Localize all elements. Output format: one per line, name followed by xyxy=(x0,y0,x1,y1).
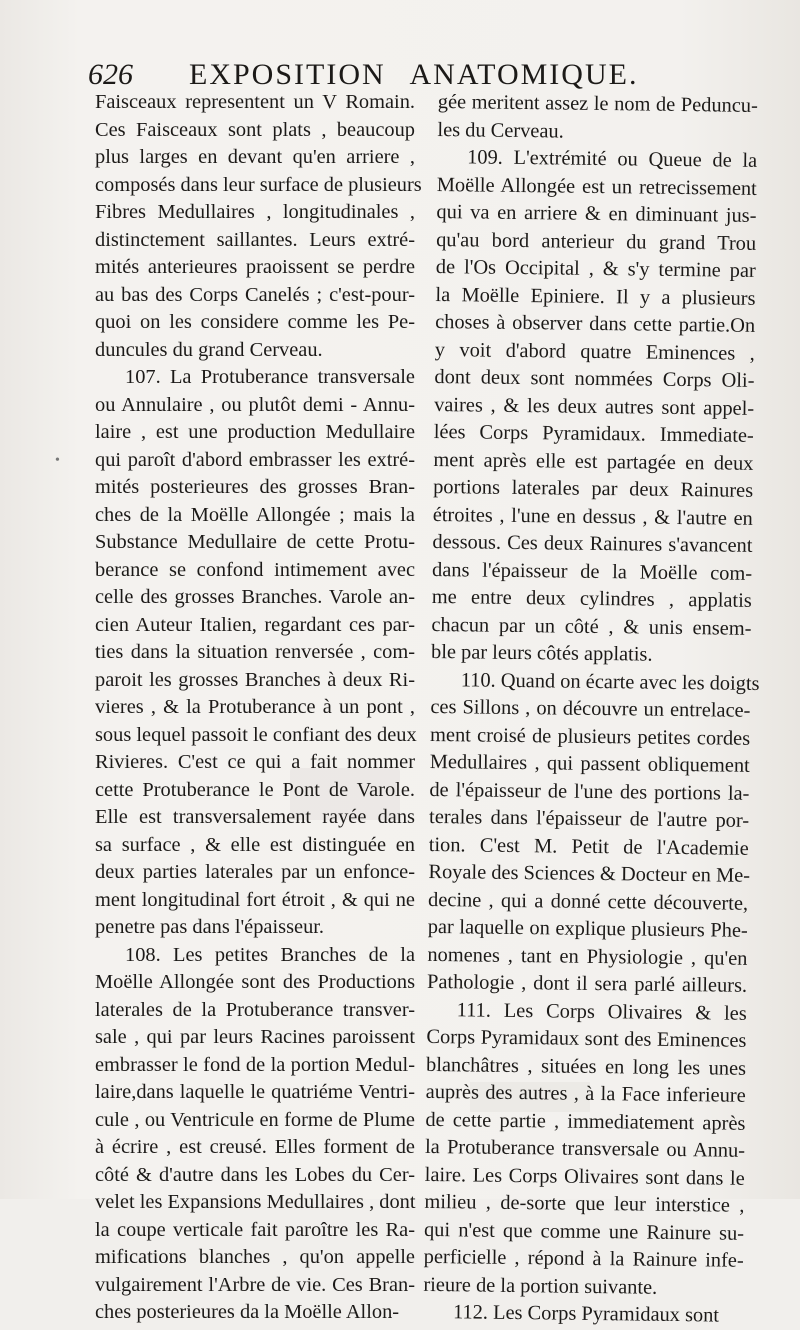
text-line: gée meritent assez le nom de Peduncu- xyxy=(437,90,758,117)
text-line: Faisceaux representent un V Romain. xyxy=(95,91,415,113)
text-line: choses à observer dans cette partie.On xyxy=(435,310,756,337)
text-line: 109. L'extrémité ou Queue de la xyxy=(467,146,758,172)
text-line: laire. Les Corps Olivaires sont dans le xyxy=(424,1163,745,1190)
text-line: mités posterieures des grosses Bran- xyxy=(95,476,415,498)
text-line: qui va en arriere & en diminuant jus- xyxy=(436,200,757,227)
text-line: qu'au bord anterieur du grand Trou xyxy=(436,228,757,255)
text-line: cien Auteur Italien, regardant ces par- xyxy=(95,613,415,636)
text-line: à écrire , est creusé. Elles forment de xyxy=(95,1136,415,1158)
text-line: Elle est transversalement rayée dans xyxy=(95,806,415,828)
text-line: embrasser le fond de la portion Medul- xyxy=(95,1053,415,1076)
text-line: y voit d'abord quatre Eminences , xyxy=(434,338,755,365)
text-line: ment longitudinal fort étroit , & qui ne xyxy=(95,888,415,911)
right-text-column xyxy=(423,89,758,1330)
text-line: plus larges en devant qu'en arriere , xyxy=(95,146,415,168)
text-line: 110. Quand on écarte avec les doigts xyxy=(460,668,760,695)
text-line: terales dans l'épaisseur de l'autre por- xyxy=(428,805,750,832)
text-line: laterales de la Protuberance transver- xyxy=(95,998,415,1021)
text-line: 108. Les petites Branches de la xyxy=(125,943,415,966)
text-line: milieu , de-sorte que leur interstice , xyxy=(424,1190,745,1217)
text-line: qui paroît d'abord embrasser les extré- xyxy=(95,448,415,471)
text-line: blanchâtres , situées en long les unes xyxy=(425,1053,747,1080)
text-line: Moëlle Allongée est un retrecissement xyxy=(436,173,757,200)
text-line: 111. Les Corps Olivaires & les xyxy=(456,998,747,1025)
text-line: de l'épaisseur de l'une des portions la- xyxy=(429,778,750,805)
text-line: la coupe verticale fait paroître les Ra- xyxy=(95,1218,415,1241)
text-line: deux parties laterales par un enfonce- xyxy=(95,861,415,883)
text-line: Corps Pyramidaux sont des Eminences xyxy=(426,1025,747,1052)
margin-mark: • xyxy=(55,453,60,468)
text-line: chacun par un côté , & unis ensem- xyxy=(431,613,752,640)
text-line: au bas des Corps Canelés ; c'est-pour- xyxy=(95,283,415,306)
text-line: ties dans la situation renversée , com- xyxy=(95,641,415,663)
text-line: de cette partie , immediatement après xyxy=(425,1108,746,1135)
text-line: la Moëlle Epiniere. Il y a plusieurs xyxy=(435,283,756,310)
text-line: rieure de la portion suivante. xyxy=(423,1273,658,1299)
text-line: ou Annulaire , ou plutôt demi - Annu- xyxy=(95,393,415,416)
text-line: distinctement saillantes. Leurs extré- xyxy=(95,228,415,251)
text-line: sa surface , & elle est distinguée en xyxy=(95,833,415,856)
text-line: portions laterales par deux Rainures xyxy=(433,475,754,502)
text-line: Fibres Medullaires , longitudinales , xyxy=(95,201,415,223)
text-line: étroites , l'une en dessus , & l'autre en xyxy=(432,503,753,530)
text-line: Pathologie , dont il sera parlé ailleurs. xyxy=(426,970,748,997)
text-line: par laquelle on explique plusieurs Phe- xyxy=(427,915,748,942)
text-line: Substance Medullaire de cette Protu- xyxy=(95,531,415,553)
text-line: me entre deux cylindres , applatis xyxy=(431,585,752,612)
text-line: ces Sillons , on découvre un entrelace- xyxy=(430,695,751,722)
text-line: duncules du grand Cerveau. xyxy=(95,338,323,361)
text-line: cule , ou Ventricule en forme de Plume xyxy=(95,1108,415,1131)
text-line: vaires , & les deux autres sont appel- xyxy=(434,393,755,420)
text-line: berance se confond intimement avec xyxy=(95,558,415,581)
text-line: celle des grosses Branches. Varole an- xyxy=(95,586,415,608)
text-line: Rivieres. C'est ce qui a fait nommer xyxy=(95,751,415,773)
text-line: Moëlle Allongée sont des Productions xyxy=(95,971,415,993)
running-title: EXPOSITION ANATOMIQUE. xyxy=(189,58,639,91)
text-line: côté & d'autre dans les Lobes du Cer- xyxy=(95,1163,415,1186)
text-line: dessous. Ces deux Rainures s'avancent xyxy=(432,530,753,557)
text-line: sous lequel passoit le confiant des deux xyxy=(95,723,417,746)
text-line: perficielle , répond à la Rainure infe- xyxy=(423,1245,744,1272)
text-line: auprès des autres , à la Face inferieure xyxy=(425,1080,746,1107)
text-line: paroit les grosses Branches à deux Ri- xyxy=(95,668,415,691)
text-line: ches posterieures da la Moëlle Allon- xyxy=(95,1301,400,1323)
text-line: ment croisé de plusieurs petites cordes xyxy=(429,723,751,750)
text-line: ble par leurs côtés applatis. xyxy=(430,640,653,666)
text-line: composés dans leur surface de plusieurs xyxy=(95,173,422,196)
text-line: Ces Faisceaux sont plats , beaucoup xyxy=(95,118,415,141)
text-line: laire , est une production Medullaire xyxy=(95,421,415,443)
left-text-column xyxy=(95,89,422,1327)
text-line: les du Cerveau. xyxy=(437,118,564,143)
text-line: penetre pas dans l'épaisseur. xyxy=(95,916,325,938)
text-line: lées Corps Pyramidaux. Immediate- xyxy=(433,420,754,447)
text-line: de l'Os Occipital , & s'y termine par xyxy=(435,255,756,282)
text-line: ment après elle est partagée en deux xyxy=(433,448,754,475)
text-line: qui n'est que comme une Rainure su- xyxy=(423,1218,745,1245)
text-line: vieres , & la Protuberance à un pont , xyxy=(95,696,415,718)
text-line: quoi on les considere comme les Pe- xyxy=(95,311,415,333)
page-number: 626 xyxy=(88,58,133,91)
text-line: dont deux sont nommées Corps Oli- xyxy=(434,365,755,392)
text-line: laire,dans laquelle le quatriéme Ventri- xyxy=(95,1081,415,1103)
text-line: tion. C'est M. Petit de l'Academie xyxy=(428,833,749,860)
text-line: decine , qui a donné cette découverte, xyxy=(427,888,749,915)
text-line: la Protuberance transversale ou Annu- xyxy=(424,1135,746,1162)
text-line: nomenes , tant en Physiologie , qu'en xyxy=(427,943,748,970)
text-line: ches de la Moëlle Allongée ; mais la xyxy=(95,503,415,526)
text-line: sale , qui par leurs Racines paroissent xyxy=(95,1026,415,1048)
text-line: Medullaires , qui passent obliquement xyxy=(429,750,750,777)
text-line: vulgairement l'Arbre de vie. Ces Bran- xyxy=(95,1273,415,1296)
text-line: 107. La Protuberance transversale xyxy=(125,366,415,388)
text-line: cette Protuberance le Pont de Varole. xyxy=(95,778,415,801)
text-line: velet les Expansions Medullaires , dont xyxy=(95,1191,416,1213)
text-line: dans l'épaisseur de la Moëlle com- xyxy=(431,558,753,585)
text-line: mités anterieures praoissent se perdre xyxy=(95,256,415,278)
text-line: mifications blanches , qu'on appelle xyxy=(95,1246,415,1268)
text-line: Royale des Sciences & Docteur en Me- xyxy=(428,860,751,887)
text-line: 112. Les Corps Pyramidaux sont xyxy=(452,1301,720,1327)
